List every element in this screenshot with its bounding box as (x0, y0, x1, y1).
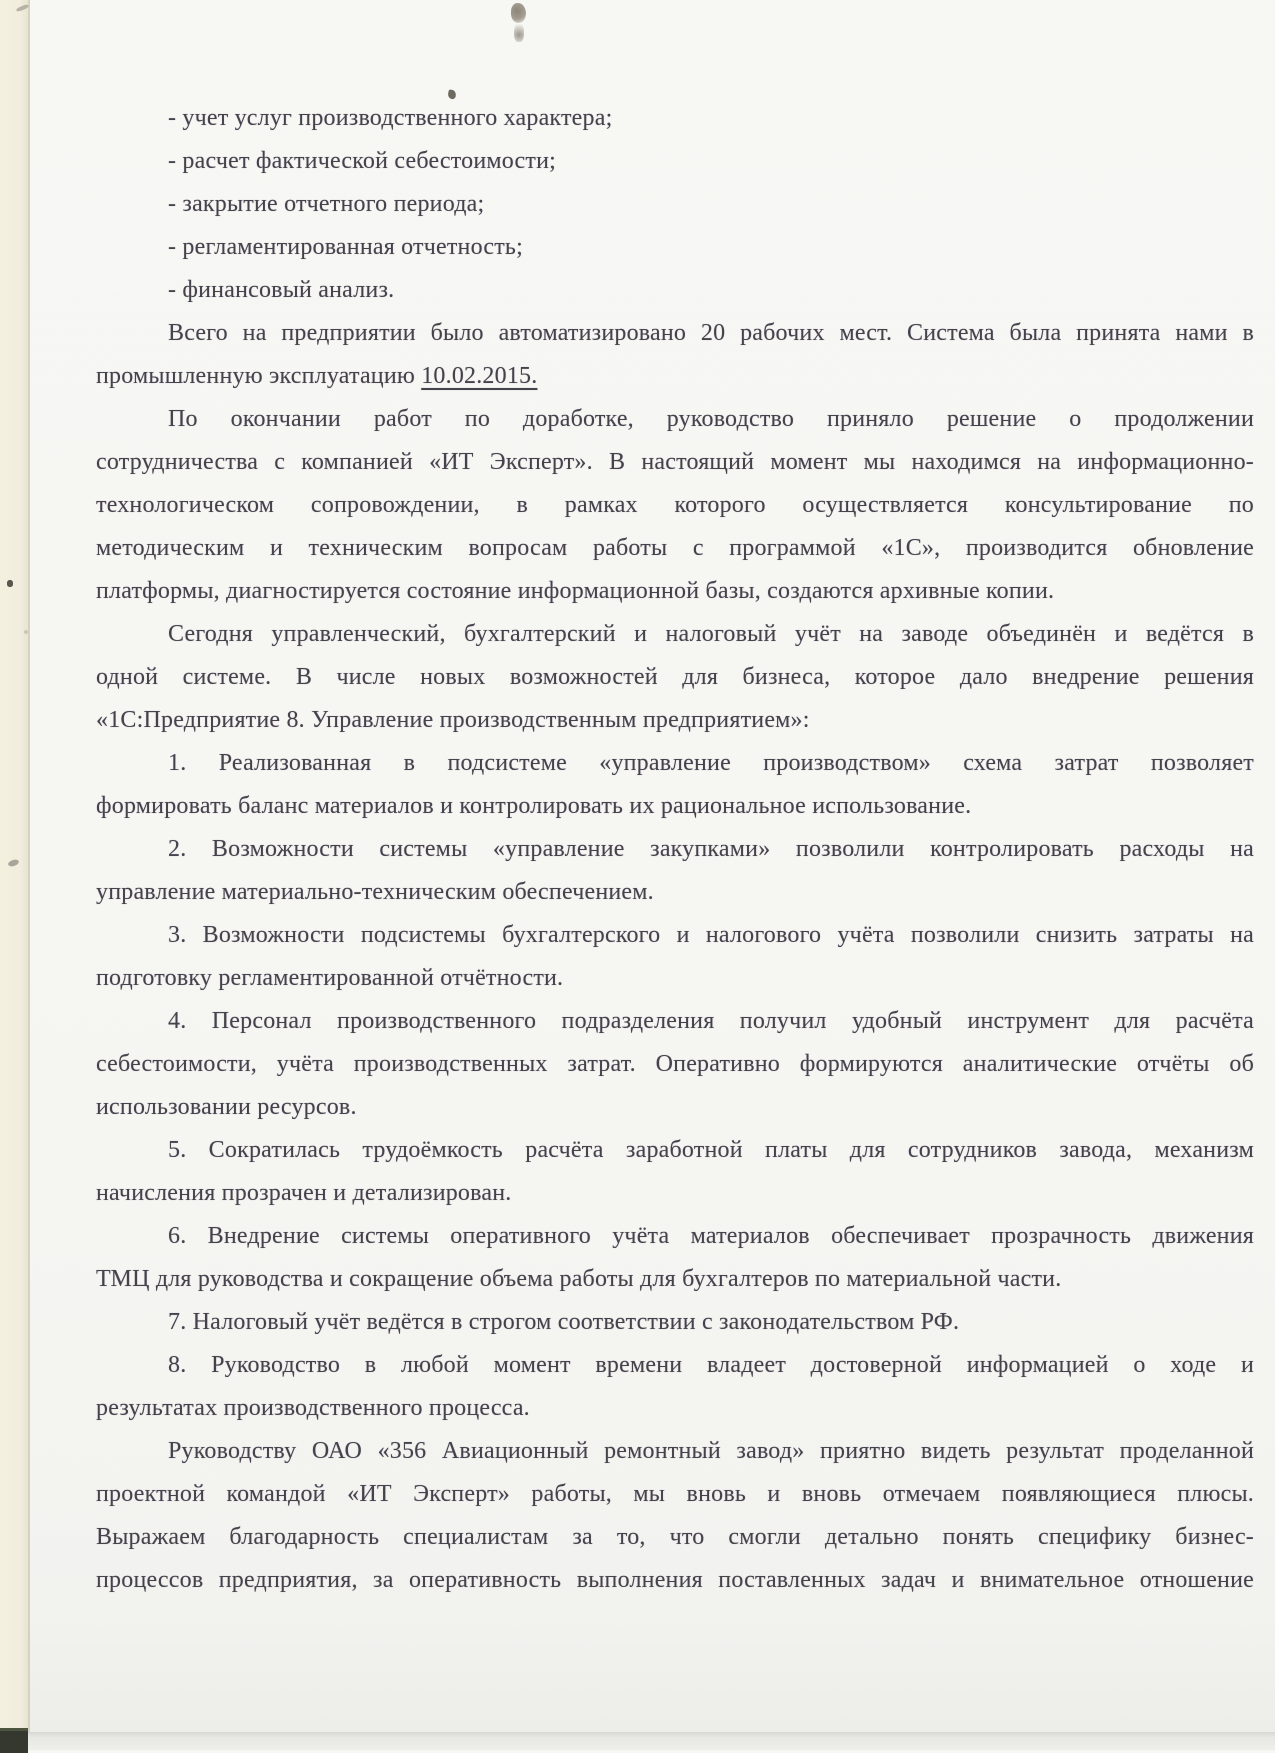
text-line: методическим и техническим вопросам работы с программой «1С», производится обновление (96, 535, 1254, 561)
text-line: Всего на предприятии было автоматизировано 20 рабочих мест. Система была принята нами в (168, 320, 1254, 346)
staple-mark-artifact (511, 3, 526, 23)
numbered-item-line: 4. Персонал производственного подразделения получил удобный инструмент для расчёта (168, 1008, 1254, 1034)
text-line: технологическом сопровождении, в рамках которого осуществляется консультирование по (96, 492, 1254, 518)
text-line: проектной командой «ИТ Эксперт» работы, мы вновь и вновь отмечаем появляющиеся плюсы. (96, 1481, 1254, 1507)
commissioning-date: 10.02.2015. (421, 363, 538, 389)
list-item-line: - регламентированная отчетность; (168, 234, 523, 260)
text-line: результатах производственного процесса. (96, 1395, 530, 1421)
list-item-line: - финансовый анализ. (168, 277, 395, 303)
text-line: ТМЦ для руководства и сокращение объема работы для бухгалтеров по материальной части. (96, 1266, 1062, 1292)
text-line: процессов предприятия, за оперативность выполнения поставленных задач и внимательное отношение (96, 1567, 1254, 1593)
numbered-item-line: 6. Внедрение системы оперативного учёта материалов обеспечивает прозрачность движения (168, 1223, 1254, 1249)
text-line: По окончании работ по доработке, руководство приняло решение о продолжении (168, 406, 1254, 432)
text-line: подготовку регламентированной отчётности. (96, 965, 564, 991)
text-line-fragment: промышленную эксплуатацию (96, 363, 422, 389)
numbered-item-line: 7. Налоговый учёт ведётся в строгом соответствии с законодательством РФ. (168, 1309, 960, 1335)
text-line: управление материально-техническим обеспечением. (96, 879, 654, 905)
staple-mark-artifact (514, 24, 524, 42)
text-line: начисления прозрачен и детализирован. (96, 1180, 512, 1206)
numbered-item-line: 1. Реализованная в подсистеме «управление производством» схема затрат позволяет (168, 750, 1254, 776)
text-line (96, 355, 1254, 398)
scanner-left-edge (0, 0, 30, 1732)
text-line: Сегодня управленческий, бухгалтерский и налоговый учёт на заводе объединён и ведётся в (168, 621, 1254, 647)
scanner-bottom-band (0, 1732, 1275, 1750)
scanner-corner-block (0, 1728, 28, 1753)
numbered-item-line: 5. Сократилась трудоёмкость расчёта заработной платы для сотрудников завода, механизм (168, 1137, 1254, 1163)
list-item-line: - учет услуг производственного характера; (168, 105, 613, 131)
text-line: себестоимости, учёта производственных затрат. Оперативно формируются аналитические отчёты об (96, 1051, 1254, 1077)
document-text (96, 97, 1254, 1602)
numbered-item-line: 2. Возможности системы «управление закупками» позволили контролировать расходы на (168, 836, 1254, 862)
list-item-line: - закрытие отчетного периода; (168, 191, 485, 217)
text-line: использовании ресурсов. (96, 1094, 357, 1120)
text-line: «1С:Предприятие 8. Управление производственным предприятием»: (96, 707, 810, 733)
edge-speck-artifact (7, 580, 13, 587)
numbered-item-line: 8. Руководство в любой момент времени владеет достоверной информацией о ходе и (168, 1352, 1254, 1378)
numbered-item-line: 3. Возможности подсистемы бухгалтерского и налогового учёта позволили снизить затраты на (168, 922, 1254, 948)
edge-speck-artifact (24, 630, 28, 634)
text-line: платформы, диагностируется состояние информационной базы, создаются архивные копии. (96, 578, 1055, 604)
text-line: одной системе. В числе новых возможностей для бизнеса, которое дало внедрение решения (96, 664, 1254, 690)
text-line: Руководству ОАО «356 Авиационный ремонтный завод» приятно видеть результат проделанной (168, 1438, 1254, 1464)
list-item-line: - расчет фактической себестоимости; (168, 148, 557, 174)
text-line: сотрудничества с компанией «ИТ Эксперт». В настоящий момент мы находимся на информационно- (96, 449, 1254, 475)
text-line: формировать баланс материалов и контролировать их рациональное использование. (96, 793, 972, 819)
text-line: Выражаем благодарность специалистам за то, что смогли детально понять специфику бизнес- (96, 1524, 1254, 1550)
